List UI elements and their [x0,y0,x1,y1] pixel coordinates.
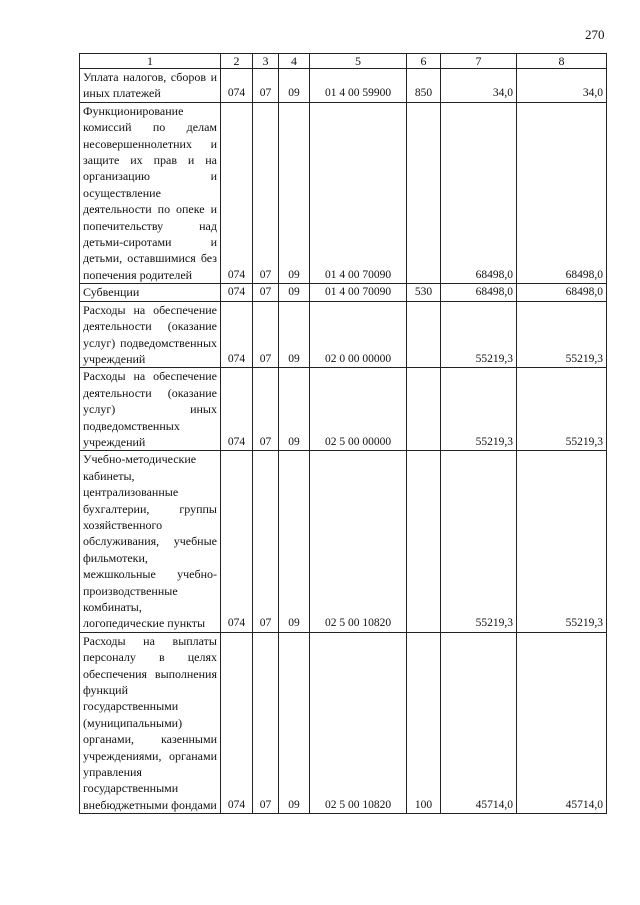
subsection-code: 09 [279,102,310,283]
subsection-code: 09 [279,69,310,103]
table-row [80,451,607,632]
ministry-code: 074 [221,368,253,451]
header-row [80,54,607,69]
amount-col8: 68498,0 [517,102,607,283]
section-code: 07 [253,632,279,813]
section-code: 07 [253,368,279,451]
row-description: Учебно-методические кабинеты, централизованные бухгалтерии, группы хозяйственного обслуживания, учебные фильмотеки, межшкольные учебно-производственные комбинаты, логопедические пункты [80,451,221,632]
section-code: 07 [253,69,279,103]
table-row [80,368,607,451]
amount-col7: 68498,0 [441,102,517,283]
header-cell: 5 [310,54,407,69]
table-row [80,632,607,813]
expense-type-code [407,301,441,368]
row-description: Субвенции [80,284,221,301]
amount-col7: 68498,0 [441,284,517,301]
section-code: 07 [253,284,279,301]
page-number: 270 [585,27,605,42]
ministry-code: 074 [221,69,253,103]
row-description: Расходы на выплаты персоналу в целях обеспечения выполнения функций государственными (муниципальными) органами, казенными учреждениями, органами управления государственными внебюджетными фондами [80,632,221,813]
table-row [80,301,607,368]
ministry-code: 074 [221,284,253,301]
target-article-code: 02 5 00 00000 [310,368,407,451]
amount-col8: 45714,0 [517,632,607,813]
amount-col8: 68498,0 [517,284,607,301]
row-description: Уплата налогов, сборов и иных платежей [80,69,221,103]
ministry-code: 074 [221,451,253,632]
expense-type-code [407,368,441,451]
expense-type-code [407,451,441,632]
expense-type-code: 530 [407,284,441,301]
subsection-code: 09 [279,301,310,368]
amount-col8: 55219,3 [517,301,607,368]
target-article-code: 02 5 00 10820 [310,451,407,632]
expense-type-code: 100 [407,632,441,813]
row-description: Расходы на обеспечение деятельности (оказание услуг) подведомственных учреждений [80,301,221,368]
row-description: Расходы на обеспечение деятельности (оказание услуг) иных подведомственных учреждений [80,368,221,451]
target-article-code: 01 4 00 59900 [310,69,407,103]
amount-col7: 55219,3 [441,368,517,451]
row-description: Функционирование комиссий по делам несовершеннолетних и защите их прав и на организацию и осуществление деятельности по опеке и попечительству над детьми-сиротами и детьми, оставшимися без попечения родителей [80,102,221,283]
header-cell: 4 [279,54,310,69]
header-cell: 7 [441,54,517,69]
header-cell: 3 [253,54,279,69]
header-cell: 6 [407,54,441,69]
subsection-code: 09 [279,632,310,813]
table-row [80,69,607,103]
header-cell: 1 [80,54,221,69]
amount-col7: 55219,3 [441,451,517,632]
section-code: 07 [253,301,279,368]
ministry-code: 074 [221,301,253,368]
amount-col8: 34,0 [517,69,607,103]
section-code: 07 [253,102,279,283]
expense-type-code [407,102,441,283]
table-row [80,102,607,283]
amount-col8: 55219,3 [517,451,607,632]
header-cell: 2 [221,54,253,69]
amount-col7: 45714,0 [441,632,517,813]
subsection-code: 09 [279,451,310,632]
ministry-code: 074 [221,102,253,283]
target-article-code: 02 0 00 00000 [310,301,407,368]
target-article-code: 02 5 00 10820 [310,632,407,813]
amount-col7: 34,0 [441,69,517,103]
target-article-code: 01 4 00 70090 [310,102,407,283]
amount-col7: 55219,3 [441,301,517,368]
target-article-code: 01 4 00 70090 [310,284,407,301]
ministry-code: 074 [221,632,253,813]
section-code: 07 [253,451,279,632]
expense-type-code: 850 [407,69,441,103]
header-cell: 8 [517,54,607,69]
subsection-code: 09 [279,368,310,451]
table-row [80,284,607,301]
budget-table [79,53,607,814]
amount-col8: 55219,3 [517,368,607,451]
subsection-code: 09 [279,284,310,301]
